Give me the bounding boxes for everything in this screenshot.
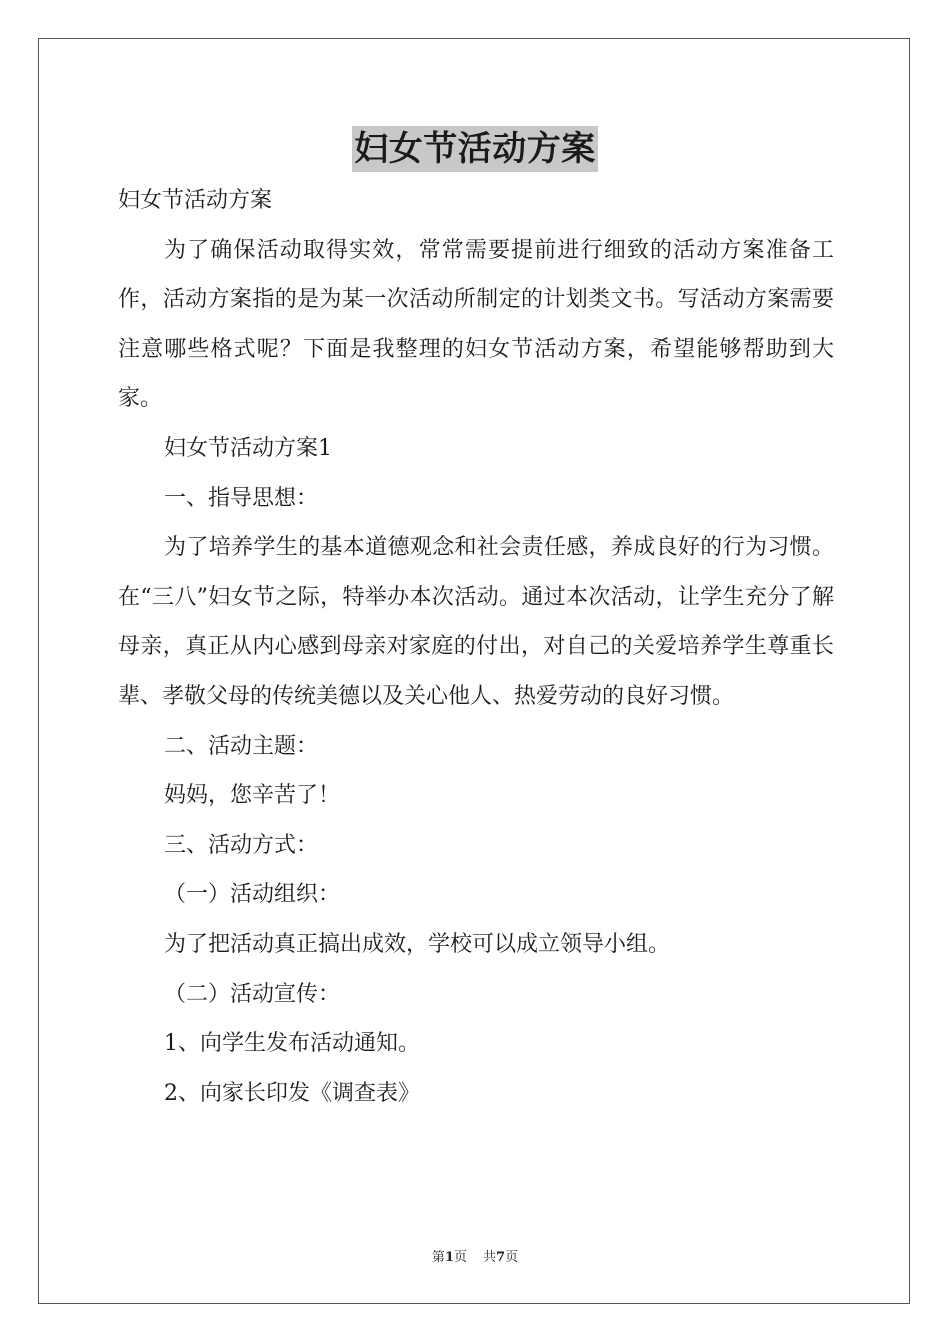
paragraph-heading-publicity: （二）活动宣传： <box>164 981 341 1007</box>
paragraph-heading-guiding-idea: 一、指导思想： <box>164 485 319 511</box>
footer-page-prefix: 第 <box>431 1250 445 1265</box>
paragraph-section-heading: 妇女节活动方案1 <box>164 435 332 461</box>
paragraph-intro: 为了确保活动取得实效，常常需要提前进行细致的活动方案准备工作，活动方案指的是为某一次活动所制定的计划类文书。写活动方案需要注意哪些格式呢？下面是我整理的妇女节活动方案，希望能够帮助到大家。 <box>118 237 834 412</box>
paragraph-heading-method: 三、活动方式： <box>164 832 319 858</box>
paragraph-guiding-idea: 为了培养学生的基本道德观念和社会责任感，养成良好的行为习惯。在“三八”妇女节之际，特举办本次活动。通过本次活动，让学生充分了解母亲，真正从内心感到母亲对家庭的付出，对自己的关爱培养学生尊重长辈、孝敬父母的传统美德以及关心他人、热爱劳动的良好习惯。 <box>118 535 834 709</box>
footer-total-prefix: 共 <box>483 1250 497 1265</box>
document-body <box>118 176 834 1118</box>
title-block <box>0 126 950 172</box>
footer-total-pages: 7 <box>496 1250 506 1265</box>
footer-page-suffix: 页 <box>453 1250 467 1265</box>
page-footer <box>0 1246 950 1265</box>
footer-total-suffix: 页 <box>505 1250 519 1265</box>
paragraph-theme: 妈妈，您辛苦了！ <box>164 783 341 809</box>
paragraph-subtitle: 妇女节活动方案 <box>118 188 273 213</box>
paragraph-heading-theme: 二、活动主题： <box>164 733 319 759</box>
document-title: 妇女节活动方案 <box>352 126 598 172</box>
paragraph-organization: 为了把活动真正搞出成效，学校可以成立领导小组。 <box>164 931 671 957</box>
paragraph-heading-organization: （一）活动组织： <box>164 882 341 908</box>
paragraph-publicity-item-2: 2、向家长印发《调查表》 <box>164 1080 420 1106</box>
paragraph-publicity-item-1: 1、向学生发布活动通知。 <box>164 1031 420 1057</box>
footer-page-number: 1 <box>444 1250 454 1265</box>
